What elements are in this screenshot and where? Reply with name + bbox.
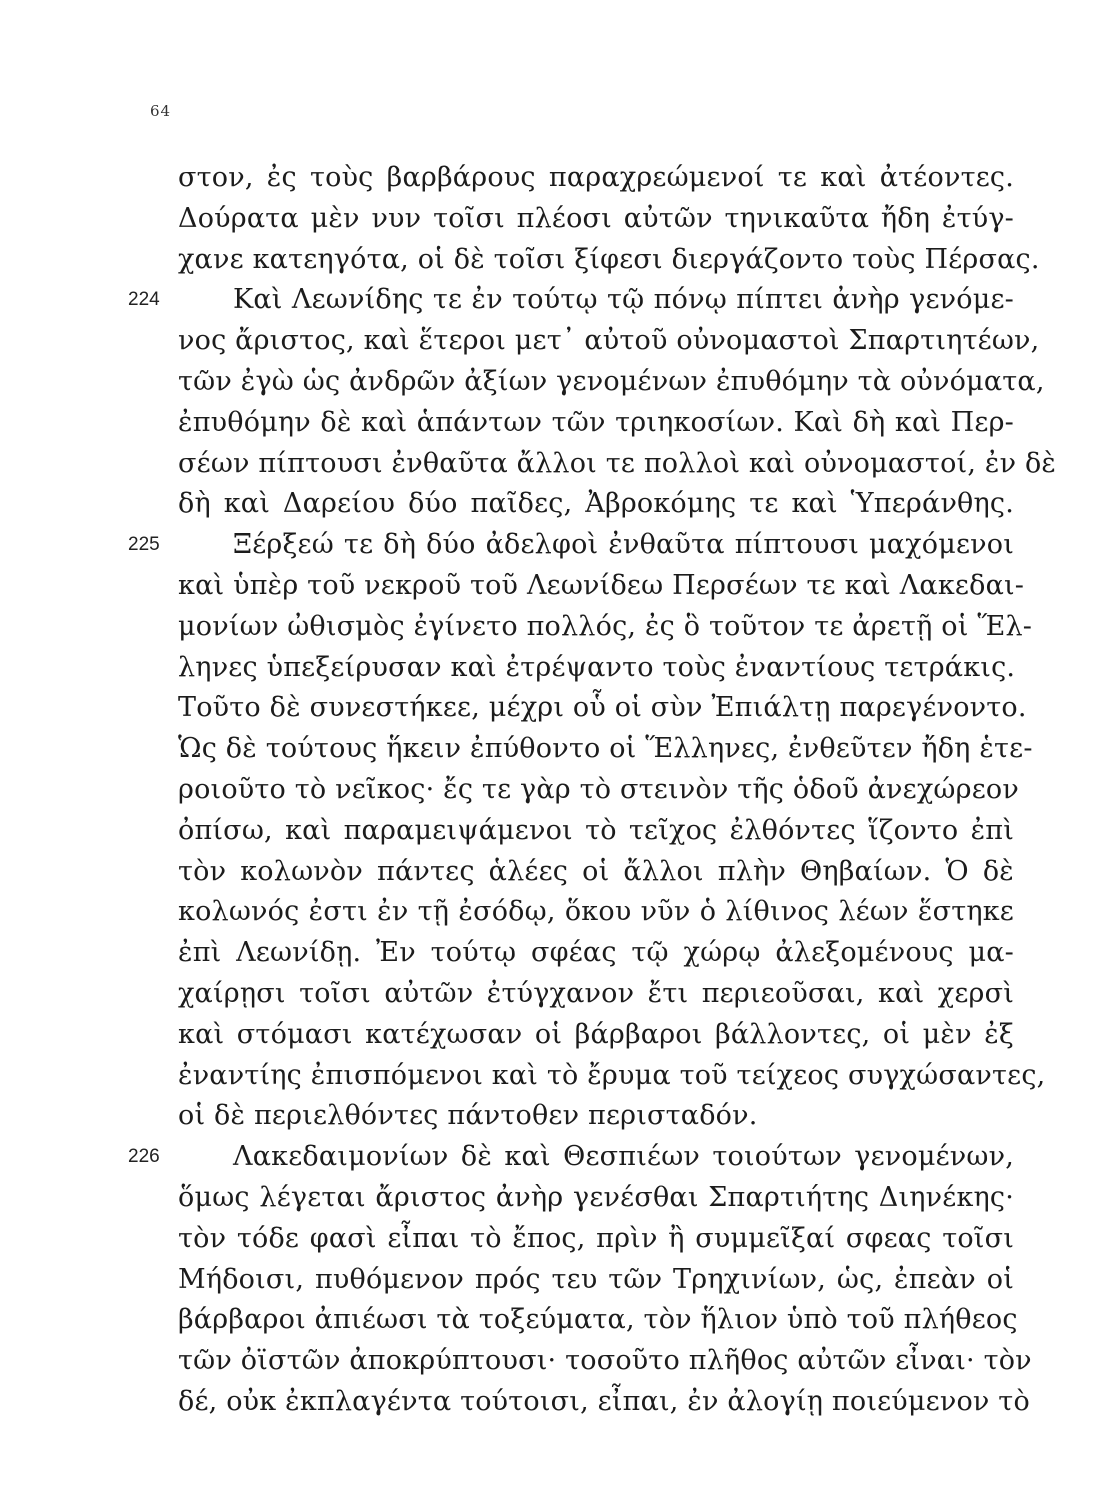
line-text: χανε κατεηγότα, οἱ δὲ τοῖσι ξίφεσι διεργάζοντο τοὺς Πέρσας. bbox=[178, 243, 1040, 275]
line-text: Καὶ Λεωνίδης τε ἐν τούτῳ τῷ πόνῳ πίπτει ἀνὴρ γενόμε- bbox=[233, 284, 1014, 316]
body-text bbox=[0, 158, 1098, 1423]
page-number: 64 bbox=[150, 102, 172, 120]
text-line bbox=[0, 403, 1098, 444]
line-text: καὶ ὑπὲρ τοῦ νεκροῦ τοῦ Λεωνίδεω Περσέων τε καὶ Λακεδαι- bbox=[178, 569, 1025, 601]
text-line bbox=[0, 444, 1098, 485]
section-number: 225 bbox=[128, 534, 160, 556]
text-line bbox=[0, 280, 1098, 321]
text-line bbox=[0, 484, 1098, 525]
line-text: τὸν τόδε φασὶ εἶπαι τὸ ἔπος, πρὶν ἢ συμμεῖξαί σφεας τοῖσι bbox=[178, 1222, 1014, 1254]
line-text: τὸν κολωνὸν πάντες ἁλέες οἱ ἄλλοι πλὴν Θηβαίων. Ὁ δὲ bbox=[178, 855, 1014, 887]
line-text: νος ἄριστος, καὶ ἕτεροι μετ᾽ αὐτοῦ οὐνομαστοὶ Σπαρτιητέων, bbox=[178, 325, 1040, 357]
line-text: Ὡς δὲ τούτους ἥκειν ἐπύθοντο οἱ Ἕλληνες, ἐνθεῦτεν ἤδη ἑτε- bbox=[178, 733, 1033, 765]
text-line bbox=[0, 158, 1098, 199]
text-line bbox=[0, 852, 1098, 893]
text-line bbox=[0, 1178, 1098, 1219]
text-line bbox=[0, 1137, 1098, 1178]
line-text: καὶ στόμασι κατέχωσαν οἱ βάρβαροι βάλλοντες, οἱ μὲν ἐξ bbox=[178, 1018, 1014, 1050]
line-text: μονίων ὠθισμὸς ἐγίνετο πολλός, ἐς ὃ τοῦτον τε ἀρετῇ οἱ Ἕλ- bbox=[178, 610, 1033, 642]
line-text: ὅμως λέγεται ἄριστος ἀνὴρ γενέσθαι Σπαρτιήτης Διηνέκης· bbox=[178, 1181, 1014, 1213]
text-line bbox=[0, 525, 1098, 566]
text-line bbox=[0, 362, 1098, 403]
text-line bbox=[0, 321, 1098, 362]
text-line bbox=[0, 1056, 1098, 1097]
line-text: στον, ἐς τοὺς βαρβάρους παραχρεώμενοί τε καὶ ἀτέοντες. bbox=[178, 162, 1014, 193]
text-line bbox=[0, 240, 1098, 281]
text-line bbox=[0, 1300, 1098, 1341]
line-text: Δούρατα μὲν νυν τοῖσι πλέοσι αὐτῶν τηνικαῦτα ἤδη ἐτύγ- bbox=[178, 202, 1014, 234]
text-line bbox=[0, 729, 1098, 770]
line-text: σέων πίπτουσι ἐνθαῦτα ἄλλοι τε πολλοὶ καὶ οὐνομαστοί, ἐν δὲ bbox=[178, 447, 1057, 479]
line-text: ροιοῦτο τὸ νεῖκος· ἔς τε γὰρ τὸ στεινὸν τῆς ὁδοῦ ἀνεχώρεον bbox=[178, 773, 1019, 805]
text-line bbox=[0, 688, 1098, 729]
line-text: βάρβαροι ἀπιέωσι τὰ τοξεύματα, τὸν ἥλιον ὑπὸ τοῦ πλήθεος bbox=[178, 1304, 1018, 1336]
text-line bbox=[0, 811, 1098, 852]
section-number: 224 bbox=[128, 289, 160, 311]
text-line bbox=[0, 974, 1098, 1015]
line-text: τῶν ἐγὼ ὡς ἀνδρῶν ἀξίων γενομένων ἐπυθόμην τὰ οὐνόματα, bbox=[178, 365, 1045, 397]
line-text: ἐναντίης ἐπισπόμενοι καὶ τὸ ἔρυμα τοῦ τείχεος συγχώσαντες, bbox=[178, 1059, 1046, 1091]
line-text: οἱ δὲ περιελθόντες πάντοθεν περισταδόν. bbox=[178, 1100, 758, 1132]
text-line bbox=[0, 1260, 1098, 1301]
text-line bbox=[0, 607, 1098, 648]
text-line bbox=[0, 933, 1098, 974]
text-line bbox=[0, 1096, 1098, 1137]
line-text: ληνες ὑπεξείρυσαν καὶ ἐτρέψαντο τοὺς ἐναντίους τετράκις. bbox=[178, 651, 1016, 683]
section-number: 226 bbox=[128, 1146, 160, 1168]
line-text: δὴ καὶ Δαρείου δύο παῖδες, Ἀβροκόμης τε καὶ Ὑπεράνθης. bbox=[178, 488, 1014, 520]
line-text: Τοῦτο δὲ συνεστήκεε, μέχρι οὗ οἱ σὺν Ἐπιάλτῃ παρεγένοντο. bbox=[178, 692, 1027, 724]
line-text: ἐπυθόμην δὲ καὶ ἁπάντων τῶν τριηκοσίων. Καὶ δὴ καὶ Περ- bbox=[178, 406, 1014, 438]
text-line bbox=[0, 1219, 1098, 1260]
text-line bbox=[0, 199, 1098, 240]
text-line bbox=[0, 1015, 1098, 1056]
text-line bbox=[0, 770, 1098, 811]
line-text: χαίρῃσι τοῖσι αὐτῶν ἐτύγχανον ἔτι περιεοῦσαι, καὶ χερσὶ bbox=[178, 977, 1014, 1009]
text-line bbox=[0, 566, 1098, 607]
text-line bbox=[0, 1382, 1098, 1423]
text-line bbox=[0, 648, 1098, 689]
line-text: ὀπίσω, καὶ παραμειψάμενοι τὸ τεῖχος ἐλθόντες ἵζοντο ἐπὶ bbox=[178, 814, 1014, 846]
line-text: τῶν ὀϊστῶν ἀποκρύπτουσι· τοσοῦτο πλῆθος αὐτῶν εἶναι· τὸν bbox=[178, 1345, 1032, 1377]
line-text: κολωνός ἐστι ἐν τῇ ἐσόδῳ, ὅκου νῦν ὁ λίθινος λέων ἕστηκε bbox=[178, 896, 1014, 928]
text-line bbox=[0, 892, 1098, 933]
line-text: Λακεδαιμονίων δὲ καὶ Θεσπιέων τοιούτων γενομένων, bbox=[233, 1141, 1014, 1173]
line-text: δέ, οὐκ ἐκπλαγέντα τούτοισι, εἶπαι, ἐν ἀλογίῃ ποιεύμενον τὸ bbox=[178, 1385, 1030, 1417]
line-text: Μήδοισι, πυθόμενον πρός τευ τῶν Τρηχινίων, ὡς, ἐπεὰν οἱ bbox=[178, 1263, 1014, 1295]
line-text: Ξέρξεώ τε δὴ δύο ἀδελφοὶ ἐνθαῦτα πίπτουσι μαχόμενοι bbox=[233, 529, 1014, 561]
line-text: ἐπὶ Λεωνίδῃ. Ἐν τούτῳ σφέας τῷ χώρῳ ἀλεξομένους μα- bbox=[178, 937, 1014, 969]
text-line bbox=[0, 1341, 1098, 1382]
